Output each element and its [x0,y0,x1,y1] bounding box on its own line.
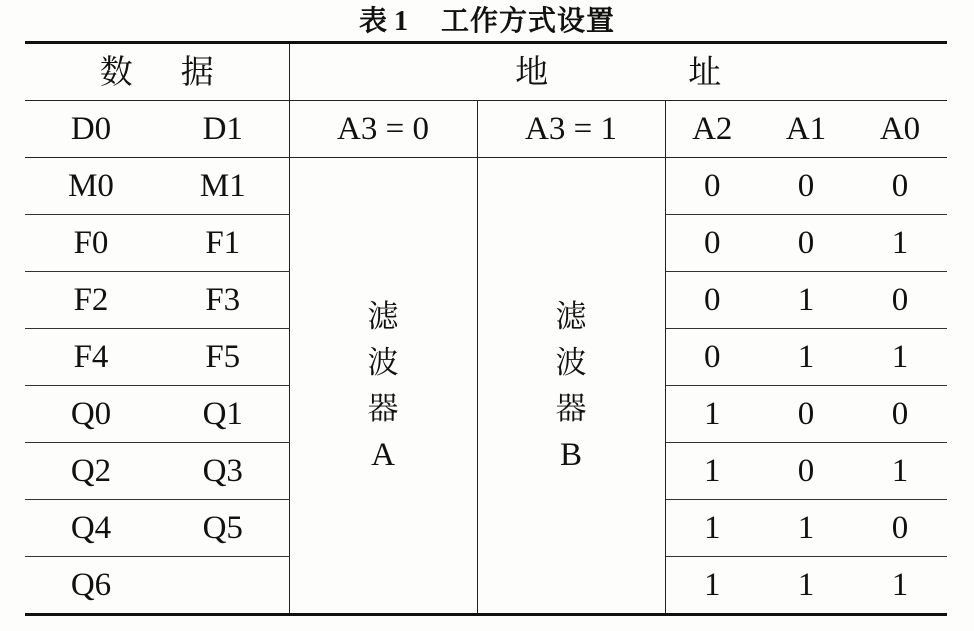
filter-a-char-2: 波 [367,344,399,381]
filter-a-char-1: 滤 [367,298,399,335]
addr-cell-a0: 0 [853,272,947,329]
col-header-a0: A0 [853,101,947,158]
data-header-char-2: 据 [180,52,214,91]
addr-cell-a1: 1 [759,557,853,615]
addr-cell-a0: 1 [853,557,947,615]
addr-cell-a1: 0 [759,158,853,215]
data-cell-d0: Q0 [25,386,157,443]
data-header-cell [25,43,289,101]
filter-b-cell [477,158,665,615]
addr-cell-a2: 0 [665,329,759,386]
caption-number: 1 [394,6,409,37]
data-cell-d0: F2 [25,272,157,329]
col-header-d0: D0 [25,101,157,158]
addr-cell-a0: 1 [853,329,947,386]
col-header-d1: D1 [157,101,289,158]
data-cell-d0: Q6 [25,557,157,615]
subheader-row [25,101,947,158]
data-cell-d1: Q1 [157,386,289,443]
filter-a-cell [289,158,477,615]
header-row [25,43,947,101]
filter-b-char-1: 滤 [555,298,587,335]
col-header-a1: A1 [759,101,853,158]
caption-text: 工作方式设置 [441,4,616,37]
addr-cell-a0: 0 [853,500,947,557]
addr-cell-a0: 0 [853,386,947,443]
data-cell-d0: Q4 [25,500,157,557]
addr-cell-a2: 1 [665,386,759,443]
data-cell-d0: M0 [25,158,157,215]
addr-cell-a1: 1 [759,272,853,329]
filter-a-letter: A [371,436,395,473]
data-cell-d1: F5 [157,329,289,386]
data-cell-d1: F1 [157,215,289,272]
address-header-char-2: 址 [688,52,722,91]
filter-b-letter: B [559,436,582,473]
col-header-a3-0: A3 = 0 [289,101,477,158]
addr-cell-a0: 0 [853,158,947,215]
addr-cell-a2: 0 [665,158,759,215]
addr-cell-a1: 0 [759,215,853,272]
addr-cell-a2: 0 [665,215,759,272]
data-cell-d1: F3 [157,272,289,329]
table-row [25,158,947,215]
address-header-cell [289,43,947,101]
addr-cell-a1: 0 [759,386,853,443]
data-cell-d1: Q5 [157,500,289,557]
caption-prefix: 表 [358,4,388,37]
addr-cell-a0: 1 [853,215,947,272]
filter-a-char-3: 器 [367,390,399,427]
addr-cell-a1: 1 [759,500,853,557]
col-header-a3-1: A3 = 1 [477,101,665,158]
filter-b-char-3: 器 [555,390,587,427]
mode-settings-table [25,41,947,616]
data-cell-d0: F4 [25,329,157,386]
data-cell-d0: F0 [25,215,157,272]
addr-cell-a2: 1 [665,557,759,615]
address-header-char-1: 地 [515,52,549,91]
addr-cell-a2: 1 [665,500,759,557]
data-cell-d1 [157,557,289,615]
addr-cell-a1: 1 [759,329,853,386]
addr-cell-a2: 1 [665,443,759,500]
data-cell-d1: Q3 [157,443,289,500]
data-cell-d1: M1 [157,158,289,215]
addr-cell-a0: 1 [853,443,947,500]
col-header-a2: A2 [665,101,759,158]
data-cell-d0: Q2 [25,443,157,500]
filter-b-char-2: 波 [555,344,587,381]
addr-cell-a2: 0 [665,272,759,329]
data-header-char-1: 数 [99,52,133,91]
table-caption [0,0,974,42]
addr-cell-a1: 0 [759,443,853,500]
